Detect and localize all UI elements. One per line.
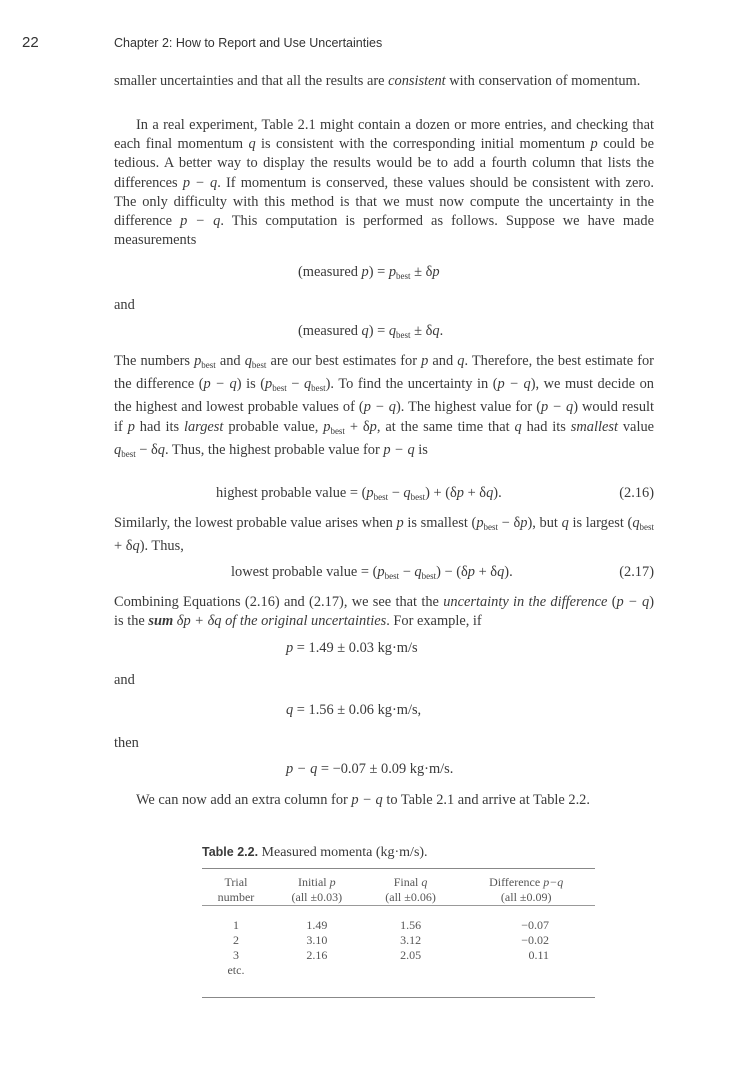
momenta-table [202, 875, 595, 978]
var: q [457, 353, 465, 369]
table-row [202, 918, 595, 933]
subscript: best [483, 522, 499, 532]
text-run: ), but [527, 515, 562, 531]
var: p [456, 485, 464, 501]
emphasis: uncertainty in the difference [443, 594, 608, 610]
table-caption [202, 845, 428, 861]
eq-text: − [399, 564, 415, 580]
var: p − q [286, 761, 318, 777]
eq-text: ± δ [410, 264, 433, 280]
table-row [202, 948, 595, 963]
cell-trial: etc. [227, 963, 245, 977]
var: p [366, 485, 374, 501]
equation-measured-p [298, 264, 440, 281]
text-run: smaller uncertainties and that all the results are [114, 73, 389, 89]
text-run: The numbers [114, 353, 195, 369]
var: q [388, 323, 397, 339]
var: q [414, 564, 422, 580]
subscript: best [396, 330, 411, 340]
text-run: ) is the [114, 594, 655, 630]
text-run: . If momentum is conserved, these values should be consistent with zero. The only difficulty with this method is that we must now compute the uncertainty in the difference [114, 174, 654, 230]
text-run: value [617, 418, 655, 435]
equation-number-2-17: (2.17) [619, 564, 654, 580]
subscript: best [373, 492, 389, 502]
var: p [369, 418, 377, 435]
table-top-rule [202, 868, 595, 869]
var: p − q [203, 376, 237, 393]
eq-text: + δ [475, 564, 498, 580]
text-run: We can now add an extra column for [136, 792, 352, 808]
eq-text: ) + (δ [425, 485, 457, 501]
var: q [497, 564, 505, 580]
text-run: had its [521, 418, 571, 435]
example-p [286, 640, 418, 657]
eq-text: = −0.07 ± 0.09 kg·m/s. [317, 761, 454, 777]
eq-text: − [388, 485, 404, 501]
eq-text: . [439, 323, 444, 339]
equation-2-17 [231, 564, 513, 581]
text-run: − δ [135, 441, 158, 458]
var: p [476, 515, 484, 531]
var: p [361, 264, 369, 280]
eq-text: ). [504, 564, 513, 580]
text-run: . This computation is performed as follows. Suppose we have made measurements [114, 213, 655, 249]
table-caption-label: Table 2.2. [202, 845, 259, 859]
cell-difference: 0.11 [528, 948, 549, 962]
text-run: . Thus, the highest probable value for [165, 441, 384, 458]
var: p [467, 564, 475, 580]
cell-initial: 3.10 [306, 933, 328, 947]
text-run: . Therefore, the best estimate for the difference ( [114, 353, 654, 393]
cell-trial: 1 [232, 918, 239, 932]
text-run: to Table 2.1 and arrive at Table 2.2. [382, 792, 590, 808]
eq-text: ) = [368, 323, 389, 339]
eq-text: (measured [298, 264, 362, 280]
table-caption-text: Measured momenta (kg·m/s). [258, 845, 428, 860]
running-header: Chapter 2: How to Report and Use Uncertainties [114, 36, 383, 50]
column-header: Initial p [297, 875, 336, 889]
table-bottom-rule [202, 997, 595, 998]
var: q [303, 376, 312, 393]
cell-difference: −0.07 [521, 918, 549, 932]
var: q [248, 136, 256, 153]
paragraph-3 [114, 352, 654, 464]
subscript: best [639, 522, 655, 532]
column-header: Final q [393, 875, 428, 889]
text-run: Combining Equations (2.16) and (2.17), we see that the [114, 594, 444, 610]
var: q [132, 538, 140, 555]
cell-trial: 3 [232, 948, 239, 962]
column-header: Trial [224, 875, 248, 889]
text-run: ( [607, 594, 617, 610]
var: p [421, 353, 429, 369]
subscript: best [421, 571, 437, 581]
var: p [396, 515, 404, 531]
var: q [486, 485, 494, 501]
subscript: best [396, 271, 411, 281]
eq-text: ) = [368, 264, 389, 280]
text-run: − [286, 376, 304, 393]
text-run: are our best estimates for [266, 353, 422, 369]
paragraph-2 [114, 116, 654, 250]
emphasis: consistent [388, 73, 446, 89]
example-difference [286, 761, 453, 778]
text-run: + δ [344, 418, 370, 435]
eq-text: (measured [298, 323, 362, 339]
emphasis: of the original uncertainties [221, 613, 387, 630]
var: p [377, 564, 385, 580]
example-q [286, 702, 421, 719]
var: q [561, 515, 569, 531]
text-run: ). Thus, [139, 538, 184, 555]
var: p [388, 264, 397, 280]
eq-text: = 1.49 ± 0.03 kg·m/s [293, 640, 418, 656]
paragraph-1 [114, 72, 654, 91]
text-run: and [428, 353, 458, 369]
text-run: ), we must decide on the highest and lowest probable values of ( [114, 376, 655, 416]
text-run: ) is ( [236, 376, 266, 393]
text-run: is largest ( [568, 515, 633, 531]
cell-final [364, 963, 458, 978]
equation-measured-q [298, 323, 443, 340]
text-run: had its [134, 418, 184, 435]
text-run: is smallest ( [403, 515, 477, 531]
eq-text: + δ [464, 485, 487, 501]
var: p [183, 613, 191, 630]
var: q [286, 702, 294, 718]
emphasis: δ [173, 613, 184, 630]
var: p − q [363, 399, 396, 416]
text-run: . For example, if [386, 613, 482, 630]
column-subheader: (all ±0.03) [291, 890, 343, 904]
text-run: could be tedious. A better way to display the results would be to add a fourth column that lists the differences [114, 136, 655, 191]
text-run: is consistent with the corresponding initial momentum [255, 136, 591, 153]
table-row [202, 963, 595, 978]
text-run: ) would result if [114, 399, 655, 435]
emphasis-bold: sum [148, 613, 174, 630]
text-run: In a real experiment, Table 2.1 might contain a dozen or more entries, and checking that each final momentum [114, 117, 654, 153]
subscript: best [201, 360, 216, 370]
eq-text: ± δ [410, 323, 433, 339]
var: q [361, 323, 369, 339]
text-run: with conservation of momentum. [445, 73, 641, 89]
var: p − q [351, 792, 383, 808]
cell-difference [457, 963, 595, 978]
var: p [127, 418, 135, 435]
text-run: ). The highest value for ( [395, 399, 541, 416]
var: p [323, 418, 331, 435]
subscript: best [384, 571, 400, 581]
text-run: ). To find the uncertainty in ( [325, 376, 498, 393]
text-run: , at the same time that [376, 418, 515, 435]
cell-final: 3.12 [400, 933, 422, 947]
word-and: and [114, 672, 135, 688]
paragraph-5 [114, 593, 654, 631]
var: p − q [540, 399, 574, 416]
subscript: best [410, 492, 426, 502]
cell-final: 2.05 [400, 948, 422, 962]
subscript: best [272, 383, 287, 394]
table-row [202, 933, 595, 948]
var: q [403, 485, 411, 501]
word-and: and [114, 297, 135, 313]
text-run: + δ [114, 538, 133, 555]
subscript: best [121, 448, 136, 459]
text-run: probable value, [223, 418, 324, 435]
equation-2-16 [216, 485, 502, 502]
eq-text: = 1.56 ± 0.06 kg·m/s, [293, 702, 422, 718]
paragraph-4 [114, 514, 654, 556]
equation-number-2-16: (2.16) [619, 485, 654, 501]
emphasis: largest [183, 418, 224, 435]
text-run: Similarly, the lowest probable value arises when [114, 515, 397, 531]
subscript: best [251, 360, 267, 370]
paragraph-6 [114, 791, 654, 810]
var: q [514, 418, 522, 435]
eq-text: ). [493, 485, 502, 501]
var: p [286, 640, 294, 656]
var: p [590, 136, 598, 153]
var: p [265, 376, 273, 393]
cell-initial: 1.49 [306, 918, 328, 932]
emphasis: smallest [570, 418, 618, 435]
var: q [244, 353, 252, 369]
cell-difference: −0.02 [521, 933, 549, 947]
var: q [214, 613, 222, 630]
subscript: best [311, 383, 326, 394]
cell-initial [270, 963, 364, 978]
eq-text: highest probable value = ( [216, 485, 367, 501]
eq-text: lowest probable value = ( [231, 564, 378, 580]
subscript: best [330, 425, 345, 436]
text-run: is [414, 441, 428, 458]
column-header: Difference p−q [489, 875, 564, 889]
var: p − q [180, 213, 221, 230]
page-number: 22 [22, 34, 39, 51]
cell-trial: 2 [232, 933, 239, 947]
cell-initial: 2.16 [306, 948, 328, 962]
var: p − q [616, 594, 650, 610]
word-then: then [114, 735, 139, 751]
var: q [114, 441, 122, 458]
var: p [432, 264, 440, 280]
var: p [520, 515, 528, 531]
cell-final: 1.56 [400, 918, 422, 932]
text-run: − δ [498, 515, 521, 531]
var: q [432, 323, 440, 339]
var: q [157, 441, 165, 458]
var: p − q [383, 441, 415, 458]
eq-text: ) − (δ [436, 564, 468, 580]
emphasis: + δ [190, 613, 215, 630]
var: q [632, 515, 640, 531]
var: p − q [182, 174, 218, 191]
text-run: and [215, 353, 245, 369]
var: p − q [497, 376, 531, 393]
column-subheader: (all ±0.09) [500, 890, 552, 904]
column-subheader: number [217, 890, 255, 904]
column-subheader: (all ±0.06) [385, 890, 436, 904]
var: p [194, 353, 202, 369]
